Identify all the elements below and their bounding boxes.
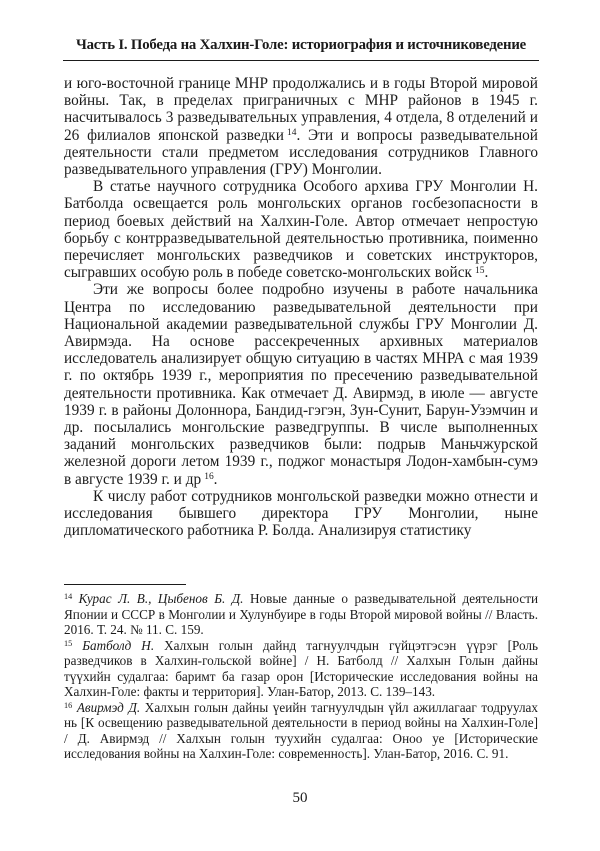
footnote-separator xyxy=(64,584,186,585)
footnote-ref: 16 xyxy=(64,700,73,710)
paragraph-3: Эти же вопросы более подробно изучены в работе начальника Центра по исследованию разведывательной деятельности при Национальной академии разведывательной службы ГРУ Монголии Д. Авирмэда. На основе рассекреченных архивных материалов исследователь анализирует общую ситуацию в частях МНРА с мая 1939 г. по октябрь 1939 г., мероприятия по пресечению разведывательной деятельности противника. Как отмечает Д. Авирмэд, в июле — августе 1939 г. в районы Долоннора, Бандид-гэгэн, Зун-Сунит, Барун-Узэмчин и др. посылались монгольские разведгруппы. В числе выполненных заданий монгольских разведчиков были: подрыв Маньчжурской железной дороги летом 1939 г., поджог монастыря Лодон-хамбын-сумэ в августе 1939 г. и др $^{16}$. xyxy=(64,281,538,488)
footnote-ref: 14 xyxy=(286,128,297,139)
paragraph-1: и юго-восточной границе МНР продолжались и в годы Второй мировой войны. Так, в пределах приграничных с МНР районов в 1945 г. насчитывалось 3 разведывательных управления, 4 отдела, 8 отделений и 26 филиалов японской разведки $^{14}$. Эти и вопросы разведывательной деятельности стали предметом исследования сотрудников Главного разведывательного управления (ГРУ) Монголии. xyxy=(64,75,538,179)
paragraph-2: В статье научного сотрудника Особого архива ГРУ Монголии Н. Батболда освещается роль монгольских органов госбезопасности в период боевых действий на Халхин-Голе. Автор отмечает непростую борьбу с контрразведывательной деятельностью противника, поименно перечисляет монгольских разведчиков и советских инструкторов, сыгравших особую роль в победе советско-монгольских войск $^{15}$. xyxy=(64,178,538,282)
italic-text: Авирмэд Д. xyxy=(76,699,141,715)
footnote-ref: 14 xyxy=(64,592,73,602)
footnotes xyxy=(64,591,538,762)
running-header: Часть I. Победа на Халхин-Голе: историография и источниковедение xyxy=(63,37,539,61)
paragraph-4: К числу работ сотрудников монгольской разведки можно отнести и исследования бывшего директора ГРУ Монголии, ныне дипломатического работника Р. Болда. Анализируя статистику xyxy=(64,487,538,540)
italic-text: Батболд Н. xyxy=(82,637,155,653)
page-number: 50 xyxy=(292,790,308,806)
footnote-ref: 15 xyxy=(64,638,73,648)
italic-text: Курас Л. В., Цыбенов Б. Д. xyxy=(78,591,244,606)
body-text xyxy=(64,75,538,588)
footnote-14: $^{14}$ Курас Л. В., Цыбенов Б. Д. Новые данные о разведывательной деятельности Японии и СССР в Монголии и Хулунбуире в годы Второй мировой войны // Власть. 2016. Т. 24. № 11. С. 159. xyxy=(64,591,539,637)
footnote-15: $^{15}$ Батболд Н. Халхын голын дайнд тагнуулчдын гүйцэтгэсэн үүрэг [Роль разведчиков в Халхин-гольской войне] / Н. Батболд // Халхын Голын дайны түүхийн судалгаа: баримт ба газар орон [Исторические исследования войны на Халхин-Голе: факты и территория]. Улан-Батор, 2013. С. 139–143. xyxy=(64,637,538,699)
footnote-ref: 15 xyxy=(474,265,485,276)
footnote-ref: 16 xyxy=(204,472,214,483)
footnote-16: $^{16}$ Авирмэд Д. Халхын голын дайны үеийн тагнуулчдын үйл ажиллагааг тодруулах нь [К освещению разведывательной деятельности в период войны на Халхин-Голе] / Д. Авирмэд // Халхын голын туухийн судалгаа: Оноо уе [Исторические исследования войны на Халхин-Голе: современность]. Улан-Батор, 2016. С. 91. xyxy=(64,699,539,761)
